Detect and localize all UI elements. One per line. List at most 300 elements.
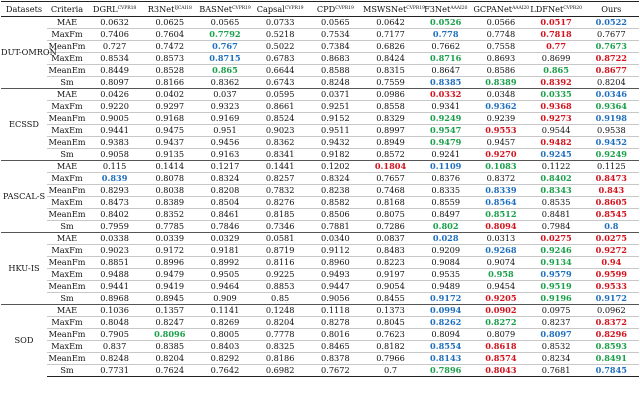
score-cell: 0.7673 bbox=[584, 41, 639, 53]
table-row bbox=[1, 185, 639, 197]
metric-name: MaxEm bbox=[47, 197, 87, 209]
score-cell: 0.8524 bbox=[253, 113, 308, 125]
metric-name: Sm bbox=[47, 365, 87, 377]
score-cell: 0.8564 bbox=[473, 197, 528, 209]
score-cell: 0.0313 bbox=[473, 233, 528, 245]
score-cell: 0.9437 bbox=[142, 137, 197, 149]
score-cell: 0.6644 bbox=[253, 65, 308, 77]
score-cell: 0.9205 bbox=[473, 293, 528, 305]
score-cell: 0.7672 bbox=[308, 365, 363, 377]
score-cell: 0.8545 bbox=[584, 209, 639, 221]
score-cell: 0.9464 bbox=[197, 281, 252, 293]
score-cell: 0.7881 bbox=[308, 221, 363, 233]
score-cell: 0.7286 bbox=[363, 221, 418, 233]
score-cell: 0.9323 bbox=[197, 101, 252, 113]
score-cell: 0.8204 bbox=[142, 353, 197, 365]
score-cell: 0.8248 bbox=[87, 353, 142, 365]
score-cell: 0.8234 bbox=[529, 353, 584, 365]
score-cell: 0.8378 bbox=[308, 353, 363, 365]
score-cell: 0.7731 bbox=[87, 365, 142, 377]
score-cell: 0.8269 bbox=[197, 317, 252, 329]
header-method bbox=[87, 2, 142, 17]
table-row bbox=[1, 101, 639, 113]
score-cell: 0.8960 bbox=[308, 257, 363, 269]
score-cell: 0.8461 bbox=[197, 209, 252, 221]
score-cell: 0.5022 bbox=[253, 41, 308, 53]
score-cell: 0.8573 bbox=[142, 53, 197, 65]
score-cell: 0.1357 bbox=[142, 305, 197, 317]
score-cell: 0.9249 bbox=[584, 149, 639, 161]
score-cell: 0.1202 bbox=[308, 161, 363, 173]
score-cell: 0.9538 bbox=[584, 125, 639, 137]
score-cell: 0.8078 bbox=[142, 173, 197, 185]
table-row bbox=[1, 209, 639, 221]
score-cell: 0.8097 bbox=[529, 329, 584, 341]
score-cell: 0.8558 bbox=[363, 101, 418, 113]
metric-name: MAE bbox=[47, 17, 87, 29]
score-cell: 0.9168 bbox=[142, 113, 197, 125]
score-cell: 0.8528 bbox=[142, 65, 197, 77]
dataset-name: HKU-IS bbox=[1, 233, 47, 305]
score-cell: 0.8535 bbox=[529, 197, 584, 209]
metric-name: MeanEm bbox=[48, 281, 86, 291]
score-cell: 0.0371 bbox=[308, 89, 363, 101]
score-cell: 0.85 bbox=[253, 293, 308, 305]
score-cell: 0.865 bbox=[197, 65, 252, 77]
score-cell: 0.9475 bbox=[142, 125, 197, 137]
score-cell: 0.0565 bbox=[308, 17, 363, 29]
score-cell: 0.8715 bbox=[197, 53, 252, 65]
score-cell: 0.958 bbox=[473, 269, 528, 281]
method-name: LDFNet bbox=[530, 4, 564, 14]
score-cell: 0.8238 bbox=[308, 185, 363, 197]
table-row bbox=[1, 281, 639, 293]
score-cell: 0.9441 bbox=[87, 125, 142, 137]
score-cell: 0.94 bbox=[584, 257, 639, 269]
score-cell: 0.8204 bbox=[584, 77, 639, 89]
table-row bbox=[1, 341, 639, 353]
score-cell: 0.5218 bbox=[253, 29, 308, 41]
score-cell: 0.8534 bbox=[87, 53, 142, 65]
score-cell: 0.8605 bbox=[584, 197, 639, 209]
score-cell: 0.8385 bbox=[418, 77, 473, 89]
score-cell: 0.8079 bbox=[473, 329, 528, 341]
score-cell: 0.6783 bbox=[253, 53, 308, 65]
metric-name: MaxEm bbox=[47, 341, 87, 353]
table-row bbox=[1, 305, 639, 317]
score-cell: 0.8661 bbox=[253, 101, 308, 113]
score-cell: 0.1141 bbox=[197, 305, 252, 317]
score-cell: 0.7846 bbox=[197, 221, 252, 233]
metric-name: MeanFm bbox=[48, 113, 86, 123]
method-venue: CVPR18 bbox=[117, 6, 137, 11]
score-cell: 0.9272 bbox=[584, 245, 639, 257]
score-cell: 0.9152 bbox=[308, 113, 363, 125]
header-method bbox=[253, 2, 308, 17]
score-cell: 0.6743 bbox=[253, 77, 308, 89]
header-method bbox=[418, 2, 473, 17]
score-cell: 0.8372 bbox=[473, 173, 528, 185]
header-method bbox=[362, 2, 425, 17]
method-name: GCPANet bbox=[473, 4, 513, 14]
table-row bbox=[1, 353, 639, 365]
score-cell: 0.0338 bbox=[87, 233, 142, 245]
score-cell: 0.0332 bbox=[418, 89, 473, 101]
dataset-name: DUT-OMRON bbox=[1, 17, 47, 89]
score-cell: 0.7623 bbox=[363, 329, 418, 341]
score-cell: 0.8532 bbox=[529, 341, 584, 353]
score-cell: 0.7966 bbox=[363, 353, 418, 365]
score-cell: 0.9056 bbox=[308, 293, 363, 305]
score-cell: 0.8559 bbox=[418, 197, 473, 209]
score-cell: 0.8186 bbox=[253, 353, 308, 365]
metric-name: Sm bbox=[47, 293, 87, 305]
score-cell: 0.7406 bbox=[87, 29, 142, 41]
score-cell: 0.0566 bbox=[473, 17, 528, 29]
table-row bbox=[1, 65, 639, 77]
score-cell: 0.9479 bbox=[418, 137, 473, 149]
score-cell: 0.1122 bbox=[529, 161, 584, 173]
score-cell: 0.9112 bbox=[308, 245, 363, 257]
score-cell: 0.0346 bbox=[584, 89, 639, 101]
score-cell: 0.8292 bbox=[197, 353, 252, 365]
method-name: F3Net bbox=[424, 4, 451, 14]
score-cell: 0.0962 bbox=[584, 305, 639, 317]
dataset-name: PASCAL-S bbox=[1, 161, 47, 233]
score-cell: 0.0581 bbox=[253, 233, 308, 245]
score-cell: 0.8166 bbox=[142, 77, 197, 89]
score-cell: 0.8992 bbox=[197, 257, 252, 269]
header-method bbox=[529, 2, 584, 17]
score-cell: 0.8343 bbox=[529, 185, 584, 197]
score-cell: 0.8248 bbox=[308, 77, 363, 89]
score-cell: 0.9270 bbox=[473, 149, 528, 161]
score-cell: 0.7657 bbox=[363, 173, 418, 185]
score-cell: 0.9273 bbox=[529, 113, 584, 125]
score-cell: 0.7681 bbox=[529, 365, 584, 377]
score-cell: 0.9383 bbox=[87, 137, 142, 149]
score-cell: 0.8329 bbox=[363, 113, 418, 125]
score-cell: 0.8043 bbox=[473, 365, 528, 377]
score-cell: 0.1083 bbox=[473, 161, 528, 173]
table-row bbox=[1, 29, 639, 41]
score-cell: 0.8237 bbox=[529, 317, 584, 329]
table-row bbox=[1, 161, 639, 173]
score-cell: 0.0522 bbox=[584, 17, 639, 29]
score-cell: 0.8335 bbox=[418, 185, 473, 197]
score-cell: 0.0733 bbox=[253, 17, 308, 29]
score-cell: 0.9054 bbox=[363, 281, 418, 293]
score-cell: 0.0426 bbox=[87, 89, 142, 101]
score-cell: 0.7534 bbox=[308, 29, 363, 41]
score-cell: 0.8389 bbox=[473, 77, 528, 89]
metric-name: MaxFm bbox=[47, 317, 87, 329]
score-cell: 0.8996 bbox=[142, 257, 197, 269]
score-cell: 0.1125 bbox=[584, 161, 639, 173]
score-cell: 0.0902 bbox=[473, 305, 528, 317]
score-cell: 0.7778 bbox=[253, 329, 308, 341]
score-cell: 0.8143 bbox=[418, 353, 473, 365]
method-venue: CVPR19 bbox=[335, 6, 354, 11]
score-cell: 0.843 bbox=[584, 185, 639, 197]
score-cell: 0.8339 bbox=[473, 185, 528, 197]
score-cell: 0.8096 bbox=[142, 329, 197, 341]
table-row bbox=[1, 365, 639, 377]
score-cell: 0.7818 bbox=[529, 29, 584, 41]
table-row bbox=[1, 173, 639, 185]
score-cell: 0.7677 bbox=[584, 29, 639, 41]
score-cell: 0.9181 bbox=[197, 245, 252, 257]
table-row bbox=[1, 233, 639, 245]
score-cell: 0.7559 bbox=[363, 77, 418, 89]
score-cell: 0.8324 bbox=[308, 173, 363, 185]
score-cell: 0.9419 bbox=[142, 281, 197, 293]
score-cell: 0.8997 bbox=[363, 125, 418, 137]
score-cell: 0.9452 bbox=[584, 137, 639, 149]
score-cell: 0.8185 bbox=[253, 209, 308, 221]
score-cell: 0.9493 bbox=[308, 269, 363, 281]
score-cell: 0.0837 bbox=[363, 233, 418, 245]
score-cell: 0.9163 bbox=[197, 149, 252, 161]
score-cell: 0.9441 bbox=[87, 281, 142, 293]
score-cell: 0.7 bbox=[363, 365, 418, 377]
score-cell: 0.1441 bbox=[253, 161, 308, 173]
score-cell: 0.8455 bbox=[363, 293, 418, 305]
score-cell: 0.727 bbox=[87, 41, 142, 53]
score-cell: 0.8223 bbox=[363, 257, 418, 269]
score-cell: 0.839 bbox=[87, 173, 142, 185]
score-cell: 0.7642 bbox=[197, 365, 252, 377]
score-cell: 0.8016 bbox=[308, 329, 363, 341]
score-cell: 0.0402 bbox=[142, 89, 197, 101]
score-cell: 0.9239 bbox=[473, 113, 528, 125]
score-cell: 0.951 bbox=[197, 125, 252, 137]
score-cell: 0.9134 bbox=[529, 257, 584, 269]
score-cell: 0.7905 bbox=[87, 329, 142, 341]
metric-name: MeanFm bbox=[48, 257, 86, 267]
method-name: MSWSNet bbox=[362, 4, 407, 14]
score-cell: 0.9084 bbox=[418, 257, 473, 269]
method-name: CPD bbox=[316, 4, 336, 14]
score-cell: 0.8247 bbox=[142, 317, 197, 329]
score-cell: 0.8512 bbox=[473, 209, 528, 221]
table-row bbox=[1, 245, 639, 257]
score-cell: 0.837 bbox=[87, 341, 142, 353]
score-cell: 0.9058 bbox=[87, 149, 142, 161]
score-cell: 0.802 bbox=[418, 221, 473, 233]
score-cell: 0.9364 bbox=[584, 101, 639, 113]
score-cell: 0.9432 bbox=[308, 137, 363, 149]
score-cell: 0.9599 bbox=[584, 269, 639, 281]
score-cell: 0.0642 bbox=[363, 17, 418, 29]
score-cell: 0.9547 bbox=[418, 125, 473, 137]
table-row bbox=[1, 125, 639, 137]
score-cell: 0.1414 bbox=[142, 161, 197, 173]
header-row bbox=[1, 2, 639, 17]
score-cell: 0.8504 bbox=[197, 197, 252, 209]
header-method bbox=[584, 2, 639, 17]
score-cell: 0.9172 bbox=[418, 293, 473, 305]
score-cell: 0.8168 bbox=[363, 197, 418, 209]
score-cell: 0.9479 bbox=[142, 269, 197, 281]
score-cell: 0.8586 bbox=[473, 65, 528, 77]
score-cell: 0.7896 bbox=[418, 365, 473, 377]
score-cell: 0.8853 bbox=[253, 281, 308, 293]
score-cell: 0.7662 bbox=[418, 41, 473, 53]
score-cell: 0.8278 bbox=[308, 317, 363, 329]
header-method bbox=[197, 2, 252, 17]
score-cell: 0.778 bbox=[418, 29, 473, 41]
score-cell: 0.8272 bbox=[473, 317, 528, 329]
score-cell: 0.77 bbox=[529, 41, 584, 53]
score-cell: 0.8449 bbox=[87, 65, 142, 77]
score-cell: 0.1109 bbox=[418, 161, 473, 173]
table-row bbox=[1, 197, 639, 209]
header-method bbox=[142, 2, 197, 17]
score-cell: 0.8497 bbox=[418, 209, 473, 221]
score-cell: 0.8038 bbox=[142, 185, 197, 197]
score-cell: 0.0335 bbox=[529, 89, 584, 101]
score-cell: 0.6982 bbox=[253, 365, 308, 377]
score-cell: 0.9209 bbox=[418, 245, 473, 257]
metric-name: MaxEm bbox=[47, 125, 87, 137]
header-criteria: Criteria bbox=[47, 2, 87, 17]
score-cell: 0.7624 bbox=[142, 365, 197, 377]
metric-name: MeanFm bbox=[48, 185, 86, 195]
score-cell: 0.8045 bbox=[363, 317, 418, 329]
score-cell: 0.9544 bbox=[529, 125, 584, 137]
score-cell: 0.8424 bbox=[363, 53, 418, 65]
score-cell: 0.8325 bbox=[253, 341, 308, 353]
table-row bbox=[1, 317, 639, 329]
score-cell: 0.0986 bbox=[363, 89, 418, 101]
dataset-name: ECSSD bbox=[1, 89, 47, 161]
score-cell: 0.8572 bbox=[363, 149, 418, 161]
score-cell: 0.8324 bbox=[197, 173, 252, 185]
score-cell: 0.7558 bbox=[473, 41, 528, 53]
score-cell: 0.0625 bbox=[142, 17, 197, 29]
score-cell: 0.9246 bbox=[529, 245, 584, 257]
score-cell: 0.028 bbox=[418, 233, 473, 245]
table-row bbox=[1, 77, 639, 89]
score-cell: 0.1373 bbox=[363, 305, 418, 317]
score-cell: 0.8362 bbox=[197, 77, 252, 89]
score-cell: 0.8722 bbox=[584, 53, 639, 65]
score-cell: 0.0632 bbox=[87, 17, 142, 29]
score-cell: 0.8182 bbox=[363, 341, 418, 353]
score-cell: 0.9456 bbox=[197, 137, 252, 149]
method-venue: CVPR19 bbox=[284, 6, 304, 11]
score-cell: 0.8483 bbox=[363, 245, 418, 257]
score-cell: 0.8506 bbox=[308, 209, 363, 221]
score-cell: 0.9172 bbox=[142, 245, 197, 257]
score-cell: 0.8389 bbox=[142, 197, 197, 209]
score-cell: 0.9489 bbox=[418, 281, 473, 293]
score-cell: 0.8481 bbox=[529, 209, 584, 221]
metric-name: MAE bbox=[47, 305, 87, 317]
metric-name: MaxFm bbox=[47, 29, 87, 41]
score-cell: 0.8588 bbox=[308, 65, 363, 77]
score-cell: 0.9023 bbox=[87, 245, 142, 257]
score-cell: 0.037 bbox=[197, 89, 252, 101]
score-cell: 0.9447 bbox=[308, 281, 363, 293]
score-cell: 0.909 bbox=[197, 293, 252, 305]
metric-name: MeanEm bbox=[48, 353, 86, 363]
score-cell: 0.7959 bbox=[87, 221, 142, 233]
score-cell: 0.9511 bbox=[308, 125, 363, 137]
score-cell: 0.9182 bbox=[308, 149, 363, 161]
score-cell: 0.9220 bbox=[87, 101, 142, 113]
score-cell: 0.7845 bbox=[584, 365, 639, 377]
score-cell: 0.8204 bbox=[253, 317, 308, 329]
score-cell: 0.8403 bbox=[197, 341, 252, 353]
score-cell: 0.9196 bbox=[529, 293, 584, 305]
metric-name: MeanEm bbox=[48, 137, 86, 147]
method-name: DGRL bbox=[92, 4, 118, 14]
score-cell: 0.7472 bbox=[142, 41, 197, 53]
score-cell: 0.6826 bbox=[363, 41, 418, 53]
table-row bbox=[1, 53, 639, 65]
score-cell: 0.9023 bbox=[253, 125, 308, 137]
score-cell: 0.8315 bbox=[363, 65, 418, 77]
metric-name: MaxFm bbox=[47, 245, 87, 257]
score-cell: 0.9241 bbox=[418, 149, 473, 161]
score-cell: 0.8392 bbox=[529, 77, 584, 89]
metric-name: MeanEm bbox=[48, 65, 86, 75]
score-cell: 0.9341 bbox=[418, 101, 473, 113]
table-row bbox=[1, 221, 639, 233]
score-cell: 0.8116 bbox=[253, 257, 308, 269]
method-venue: IJCAI18 bbox=[174, 6, 192, 11]
score-cell: 0.7384 bbox=[308, 41, 363, 53]
score-cell: 0.8677 bbox=[584, 65, 639, 77]
score-cell: 0.9169 bbox=[197, 113, 252, 125]
score-cell: 0.9297 bbox=[142, 101, 197, 113]
score-cell: 0.9457 bbox=[473, 137, 528, 149]
table-row bbox=[1, 89, 639, 101]
method-venue: CVPR19 bbox=[406, 6, 425, 11]
score-cell: 0.8276 bbox=[253, 197, 308, 209]
dataset-name: SOD bbox=[1, 305, 47, 377]
score-cell: 0.8716 bbox=[418, 53, 473, 65]
method-name: Capsal bbox=[256, 4, 285, 14]
metric-name: MaxFm bbox=[47, 101, 87, 113]
score-cell: 0.0975 bbox=[529, 305, 584, 317]
score-cell: 0.9362 bbox=[473, 101, 528, 113]
score-cell: 0.0275 bbox=[529, 233, 584, 245]
score-cell: 0.9172 bbox=[584, 293, 639, 305]
score-cell: 0.7792 bbox=[197, 29, 252, 41]
score-cell: 0.8094 bbox=[418, 329, 473, 341]
score-cell: 0.9579 bbox=[529, 269, 584, 281]
table-body bbox=[1, 17, 639, 377]
score-cell: 0.8491 bbox=[584, 353, 639, 365]
score-cell: 0.8554 bbox=[418, 341, 473, 353]
score-cell: 0.9454 bbox=[473, 281, 528, 293]
score-cell: 0.0526 bbox=[418, 17, 473, 29]
table-row bbox=[1, 41, 639, 53]
score-cell: 0.9251 bbox=[308, 101, 363, 113]
score-cell: 0.9488 bbox=[87, 269, 142, 281]
score-cell: 0.1118 bbox=[308, 305, 363, 317]
score-cell: 0.9505 bbox=[197, 269, 252, 281]
score-cell: 0.9535 bbox=[418, 269, 473, 281]
score-cell: 0.9482 bbox=[529, 137, 584, 149]
score-cell: 0.7177 bbox=[363, 29, 418, 41]
score-cell: 0.9135 bbox=[142, 149, 197, 161]
score-cell: 0.9249 bbox=[418, 113, 473, 125]
metric-name: MaxEm bbox=[47, 269, 87, 281]
